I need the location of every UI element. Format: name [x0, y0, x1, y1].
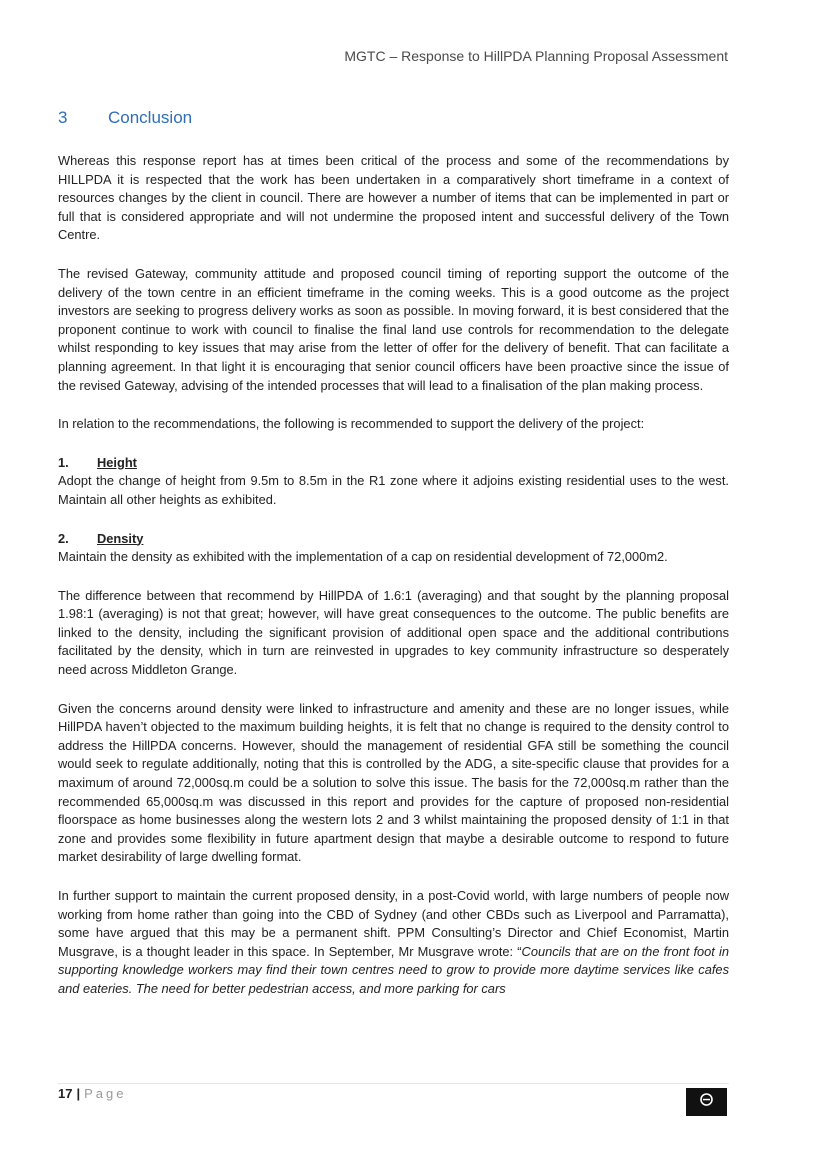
musgrave-quote: Councils that are on the front foot in supporting knowledge workers may find their town centres need to grow to provide more daytime services like cafes and eateries. The need for better pedestrian access, and more parking for cars — [58, 943, 729, 996]
recommendation-title: Density — [97, 530, 144, 546]
post-covid-text: In further support to maintain the current proposed density, in a post-Covid world, with large numbers of people now working from home rather than going into the CBD of Sydney (and other CBDs such as Liverpool and Parramatta), some have argued that this may be a permanent shift. PPM Consulting’s Director and Chief Economist, Martin Musgrave, is a thought leader in this space. In September, Mr Musgrave wrote: “ — [58, 888, 729, 959]
company-logo-icon — [686, 1088, 727, 1116]
page-number-value: 17 — [58, 1086, 73, 1101]
page-label: Page — [84, 1086, 127, 1101]
paragraph-recommendations-intro: In relation to the recommendations, the following is recommended to support the delivery of the project: — [58, 416, 645, 432]
recommendation-number: 2. — [58, 530, 69, 546]
page-number — [58, 1086, 126, 1101]
document-body — [58, 152, 729, 1019]
logo-mark-icon — [700, 1093, 713, 1106]
paragraph-gateway: The revised Gateway, community attitude and proposed council timing of reporting support the outcome of the delivery of the town centre in an efficient timeframe in the coming weeks. This is a good outcome as the project investors are seeking to progress delivery works as soon as possible. In moving forward, it is best considered that the proponent continue to work with council to finalise the final land use controls for recommendation to the delegate whilst responding to key issues that may arise from the letter of offer for the delivery of benefit. That can facilitate a planning agreement. In that light it is encouraging that senior council officers have been proactive since the issue of the revised Gateway, advising of the intended processes that will lead to a finalisation of the plan making process. — [58, 265, 729, 393]
section-heading — [58, 108, 192, 128]
paragraph-post-covid — [58, 887, 729, 999]
recommendation-body-height: Adopt the change of height from 9.5m to 8.5m in the R1 zone where it adjoins existing residential uses to the west. Maintain all other heights as exhibited. — [58, 473, 729, 507]
recommendation-heading-height — [58, 454, 729, 473]
paragraph-intro: Whereas this response report has at times been critical of the process and some of the recommendations by HILLPDA it is respected that the work has been undertaken in a comparatively short timeframe in a context of resources changes by the client in council. There are however a number of items that can be implemented in part or full that is considered appropriate and will not undermine the proposed intent and successful delivery of the Town Centre. — [58, 153, 729, 243]
page-number-separator: | — [76, 1086, 81, 1101]
paragraph-density-concerns: Given the concerns around density were linked to infrastructure and amenity and these are no longer issues, while HillPDA haven’t objected to the maximum building heights, it is felt that no change is required to the density control to address the HillPDA concerns. However, should the management of residential GFA still be something the council would seek to regulate additionally, noting that this is controlled by the ADG, a site-specific clause that provides for a maximum of around 72,000sq.m could be a solution to solve this issue. The basis for the 72,000sq.m rather than the recommended 65,000sq.m was discussed in this report and provides for the capture of proposed non-residential floorspace as home businesses along the western lots 2 and 3 whilst maintaining the proposed density of 1:1 in that zone and provides some flexibility in future apartment design that maybe a desirable outcome to respond to future market desirability of large dwelling format. — [58, 700, 729, 865]
recommendation-title: Height — [97, 454, 137, 470]
section-title: Conclusion — [108, 108, 193, 127]
recommendation-heading-density — [58, 530, 729, 549]
recommendation-body-density: Maintain the density as exhibited with the implementation of a cap on residential development of 72,000m2. — [58, 549, 668, 565]
recommendation-number: 1. — [58, 454, 69, 470]
running-header: MGTC – Response to HillPDA Planning Proposal Assessment — [344, 48, 728, 64]
paragraph-density-difference: The difference between that recommend by HillPDA of 1.6:1 (averaging) and that sought by the planning proposal 1.98:1 (averaging) is not that great; however, will have great consequences to the outcome. The public benefits are linked to the density, including the significant provision of additional open space and the additional contributions facilitated by the density, which in turn are reinvested in upgrades to key community infrastructure so desperately need across Middleton Grange. — [58, 587, 729, 678]
footer-divider — [58, 1083, 729, 1084]
section-number: 3 — [58, 108, 68, 127]
